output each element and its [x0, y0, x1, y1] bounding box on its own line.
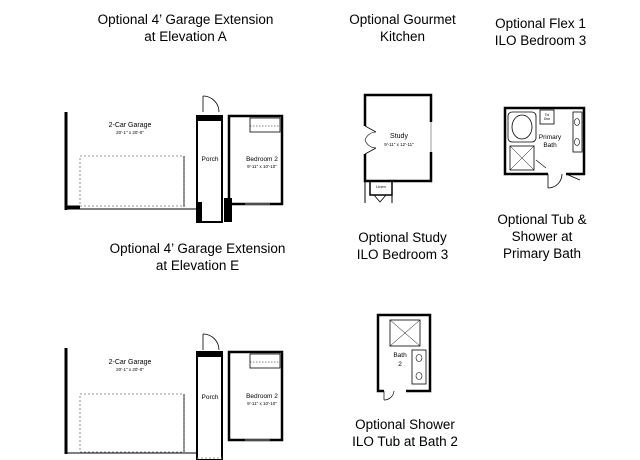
caption-line: Primary Bath	[502, 246, 582, 261]
toilet-label: Toi	[544, 113, 550, 117]
porch-room	[197, 352, 222, 460]
bath2-number: 2	[398, 361, 402, 368]
caption-line: Optional Shower	[355, 417, 455, 432]
plan-primary-bath	[505, 108, 584, 188]
caption-line: at Elevation E	[155, 258, 240, 273]
caption-line: Optional Flex 1	[495, 16, 586, 31]
plan-garage-extension-a	[66, 96, 282, 222]
bedroom-label: Bedroom 2	[246, 393, 278, 400]
door-swing	[548, 174, 562, 188]
closet	[250, 118, 280, 132]
porch-top-wall	[197, 116, 222, 121]
linen-door	[374, 195, 386, 202]
porch-wall-block	[197, 202, 202, 222]
garage-door-outline	[80, 394, 184, 452]
bedroom-dimension: 9'-11" x 10'-10"	[247, 401, 277, 406]
porch-top-wall	[197, 352, 222, 357]
bath2-label: Bath	[393, 352, 407, 359]
bedroom-label: Bedroom 2	[246, 156, 278, 163]
vanity	[412, 350, 426, 384]
vanity	[573, 112, 582, 152]
caption-line: Optional 4’ Garage Extension	[109, 241, 286, 256]
study-dimension: 9'-11" x 12'-11"	[384, 142, 414, 147]
caption-line: ILO Tub at Bath 2	[352, 434, 458, 449]
closet	[250, 354, 280, 368]
door-swing	[203, 334, 219, 350]
caption-line: ILO Bedroom 3	[356, 247, 449, 262]
plan-study	[365, 95, 431, 203]
caption-line: ILO Bedroom 3	[494, 33, 587, 48]
french-doors	[365, 126, 376, 154]
caption-line: Optional 4’ Garage Extension	[97, 12, 274, 27]
caption-line: at Elevation A	[144, 29, 227, 44]
garage-door-outline	[80, 156, 184, 206]
study-label: Study	[390, 133, 408, 140]
caption-line: Shower at	[511, 229, 573, 244]
primary-bath-label: Primary	[538, 134, 562, 141]
caption-line: Kitchen	[379, 29, 426, 44]
primary-bath-label-2: Bath	[543, 142, 557, 149]
caption-line: Optional Tub &	[497, 212, 587, 227]
garage-dimension: 20'-1" x 20'-0"	[116, 130, 144, 135]
bedroom-dimension: 9'-11" x 10'-10"	[247, 164, 277, 169]
porch-label: Porch	[201, 156, 219, 163]
porch-label: Porch	[201, 394, 219, 401]
door-swing	[203, 96, 219, 112]
linen-label: Linen	[376, 184, 386, 189]
plan-garage-extension-e	[66, 334, 282, 460]
garage-dimension: 20'-1" x 20'-0"	[116, 367, 144, 372]
plan-bath-2	[378, 315, 430, 400]
garage-label: 2-Car Garage	[108, 359, 152, 366]
toilet-label-2: Dwr	[543, 117, 551, 121]
caption-line: Optional Gourmet	[349, 12, 456, 27]
bedroom-wall-block	[224, 198, 232, 222]
garage-label: 2-Car Garage	[108, 122, 152, 129]
caption-line: Optional Study	[358, 230, 447, 245]
